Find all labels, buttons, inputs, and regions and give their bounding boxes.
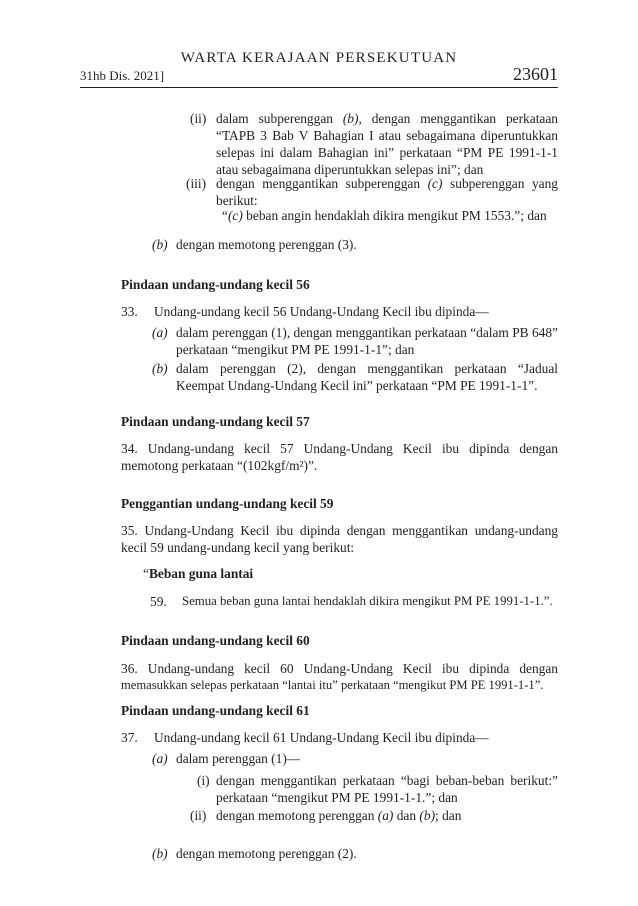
rule-59-text: Semua beban guna lantai hendaklah dikira mengikut PM PE 1991-1-1.”. [182, 594, 553, 608]
quoted-rule-heading [143, 565, 253, 582]
clause-37-a-i-label: (i) [197, 773, 210, 788]
clause-33-b-text: dalam perenggan (2), dengan menggantikan perkataan “Jadual Keempat Undang-Undang Kecil ini” perkataan “PM PE 1991-1-1”. [176, 361, 558, 393]
text-part: dan [393, 808, 420, 823]
item-iii-label: (iii) [186, 176, 207, 191]
clause-33-a-label: (a) [152, 325, 168, 340]
quoted-label: (c) [227, 208, 243, 223]
clause-35-line-2: kecil 59 undang-undang kecil yang berikut: [121, 540, 355, 555]
item-ii-text-part: , dengan menggantikan perkataan “TAPB 3 Bab V Bahagian I atau sebagaimana diperuntukkan selepas ini dalam Bahagian ini” perkataan “PM PE 1991-1-1 atau sebagaimana diperuntukkan selepas ini”; dan [216, 111, 558, 177]
quote-mark: “ [143, 566, 149, 581]
ref-b: (b) [419, 808, 436, 823]
clause-33-a-text: dalam perenggan (1), dengan menggantikan perkataan “dalam PB 648” perkataan “mengikut PM PE 1991-1-1”; dan [176, 325, 558, 357]
header-rule [80, 87, 558, 88]
clause-37-a-label: (a) [152, 751, 168, 766]
clause-37-a-ii-label: (ii) [190, 808, 207, 823]
item-iii-text-part: dengan menggantikan subperenggan [216, 176, 428, 191]
para-b-label: (b) [152, 237, 168, 252]
quote-mark: “ [222, 208, 228, 223]
clause-37-b-label: (b) [152, 846, 168, 861]
text-part: ; dan [435, 808, 462, 823]
text-part: dengan memotong perenggan [216, 808, 378, 823]
para-b-text: dengan memotong perenggan (3). [176, 237, 357, 252]
clause-36-line-2: memasukkan selepas perkataan “lantai itu” perkataan “mengikut PM PE 1991-1-1”. [121, 678, 544, 692]
item-iii-text-part: subperenggan yang berikut: [216, 176, 558, 208]
page-number: 23601 [513, 64, 558, 84]
ref-a: (a) [377, 808, 394, 823]
issue-date: 31hb Dis. 2021] [80, 68, 165, 83]
running-title: WARTA KERAJAAN PERSEKUTUAN [180, 50, 458, 66]
quoted-text: beban angin hendaklah dikira mengikut PM 1553.”; dan [242, 208, 547, 223]
clause-33-intro: Undang-undang kecil 56 Undang-Undang Kecil ibu dipinda— [154, 304, 489, 319]
quoted-subparagraph-c [222, 207, 547, 224]
quoted-subheading: Beban guna lantai [148, 566, 254, 581]
clause-36-line-1: 36. Undang-undang kecil 60 Undang-Undang Kecil ibu dipinda dengan [121, 661, 558, 676]
clause-35-line-1: 35. Undang-Undang Kecil ibu dipinda dengan menggantikan undang-undang [121, 523, 558, 538]
section-heading-57: Pindaan undang-undang kecil 57 [121, 414, 310, 429]
item-ii-label: (ii) [190, 111, 207, 126]
item-ii-text-part: dalam subperenggan [216, 111, 343, 126]
clause-37-a-ii-text [216, 807, 461, 824]
item-iii-text [216, 175, 558, 209]
clause-37-a-i-text: dengan menggantikan perkataan “bagi beban-beban berikut:” perkataan “mengikut PM PE 1991-1-1.”; dan [216, 773, 558, 805]
clause-number-33: 33. [121, 304, 138, 319]
item-ii-ref: (b) [342, 111, 359, 126]
clause-37-intro: Undang-undang kecil 61 Undang-Undang Kecil ibu dipinda— [154, 730, 489, 745]
item-iii-ref: (c) [427, 176, 443, 191]
clause-37-b-text: dengan memotong perenggan (2). [176, 846, 357, 861]
rule-number-59: 59. [150, 594, 167, 609]
clause-37-a-text: dalam perenggan (1)— [176, 751, 301, 766]
item-ii-text [216, 110, 558, 178]
clause-33-b-label: (b) [152, 361, 168, 376]
clause-number-37: 37. [121, 730, 138, 745]
clause-34-line-1: 34. Undang-undang kecil 57 Undang-Undang Kecil ibu dipinda dengan [121, 441, 558, 456]
section-heading-61: Pindaan undang-undang kecil 61 [121, 703, 310, 718]
section-heading-56: Pindaan undang-undang kecil 56 [121, 277, 310, 292]
section-heading-59: Penggantian undang-undang kecil 59 [121, 496, 334, 511]
section-heading-60: Pindaan undang-undang kecil 60 [121, 633, 310, 648]
clause-34-line-2: memotong perkataan “(102kgf/m²)”. [121, 458, 318, 473]
